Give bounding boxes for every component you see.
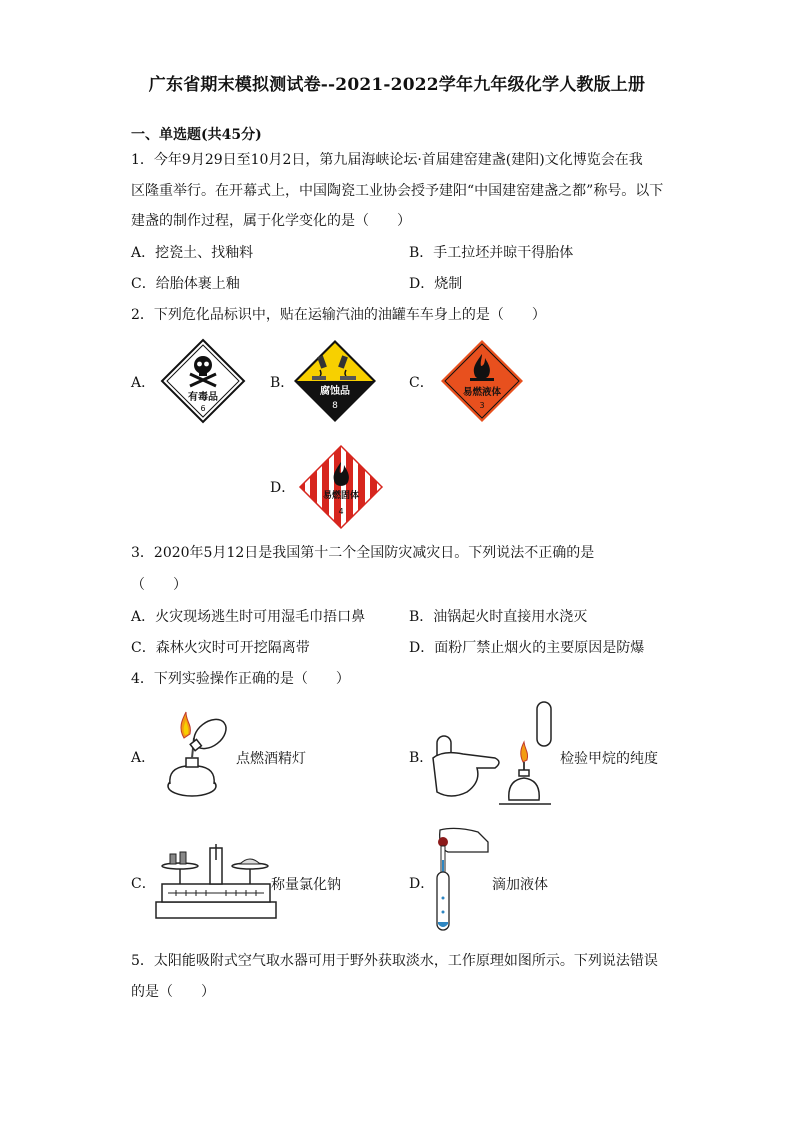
q3-stem: 3．2020年5月12日是我国第十二个全国防灾减灾日。下列说法不正确的是 <box>131 545 595 561</box>
q2-option-d-letter[interactable]: D． <box>270 480 296 496</box>
q3-option-c[interactable]: C．森林火灾时可开挖隔离带 <box>131 640 310 656</box>
q1-option-d[interactable]: D．烧制 <box>409 276 463 292</box>
q1-option-a[interactable]: A．挖瓷土、找釉料 <box>131 245 254 261</box>
alcohol-lamp-illustration <box>152 708 242 800</box>
q5-stem-line-1: 5．太阳能吸附式空气取水器可用于野外获取淡水，工作原理如图所示。下列说法错误 <box>131 953 658 969</box>
flammable-liquid-sign-num: 3 <box>479 401 485 410</box>
corrosive-sign-icon <box>292 338 378 424</box>
q1-option-c[interactable]: C．给胎体裹上釉 <box>131 276 240 292</box>
q4-option-a-letter[interactable]: A． <box>131 750 156 766</box>
flammable-solid-sign-num: 4 <box>338 507 344 516</box>
q4-option-d-letter[interactable]: D． <box>409 876 435 892</box>
q1-stem-line-2: 区隆重举行。在开幕式上，中国陶瓷工业协会授予建阳“中国建窑建盏之都”称号。以下 <box>131 183 664 199</box>
balance-scale-illustration <box>152 840 280 922</box>
q3-option-a[interactable]: A．火灾现场逃生时可用湿毛巾捂口鼻 <box>131 609 366 625</box>
q3-option-b[interactable]: B．油锅起火时直接用水浇灭 <box>409 609 588 625</box>
toxic-sign-icon <box>160 338 246 424</box>
q1-stem-line-3: 建盏的制作过程，属于化学变化的是（ ） <box>131 213 411 229</box>
q4-stem: 4．下列实验操作正确的是（ ） <box>131 671 350 687</box>
q2-stem: 2．下列危化品标识中，贴在运输汽油的油罐车车身上的是（ ） <box>131 307 546 323</box>
q4-caption-b: 检验甲烷的纯度 <box>560 751 658 767</box>
flammable-solid-sign-text: 易燃固体 <box>322 491 360 501</box>
flammable-liquid-sign-icon <box>439 338 525 424</box>
methane-purity-illustration <box>433 700 563 812</box>
flammable-solid-sign-icon <box>298 444 384 530</box>
q4-option-c-letter[interactable]: C． <box>131 876 156 892</box>
dropper-illustration <box>426 826 492 934</box>
q4-caption-a: 点燃酒精灯 <box>236 751 306 767</box>
toxic-sign-num: 6 <box>200 404 206 413</box>
q2-option-c-letter[interactable]: C． <box>409 375 434 391</box>
q3-blank: （ ） <box>131 577 187 593</box>
q5-stem-line-2: 的是（ ） <box>131 984 215 1000</box>
q2-option-b-letter[interactable]: B． <box>270 375 295 391</box>
q1-stem-line-1: 1．今年9月29日至10月2日，第九届海峡论坛·首届建窑建盏(建阳)文化博览会在我 <box>131 152 643 168</box>
q3-option-d[interactable]: D．面粉厂禁止烟火的主要原因是防爆 <box>409 640 645 656</box>
q1-option-b[interactable]: B．手工拉坯并晾干得胎体 <box>409 245 574 261</box>
section-heading: 一、单选题(共45分) <box>131 127 262 143</box>
q4-caption-d: 滴加液体 <box>492 877 548 893</box>
page-title: 广东省期末模拟测试卷--2021-2022学年九年级化学人教版上册 <box>148 75 646 95</box>
q2-option-a-letter[interactable]: A． <box>131 375 156 391</box>
q4-caption-c: 称量氯化钠 <box>271 877 341 893</box>
toxic-sign-text: 有毒品 <box>188 392 218 403</box>
corrosive-sign-num: 8 <box>332 401 338 411</box>
corrosive-sign-text: 腐蚀品 <box>320 386 350 397</box>
flammable-liquid-sign-text: 易燃液体 <box>462 387 502 398</box>
q4-option-b-letter[interactable]: B． <box>409 750 434 766</box>
